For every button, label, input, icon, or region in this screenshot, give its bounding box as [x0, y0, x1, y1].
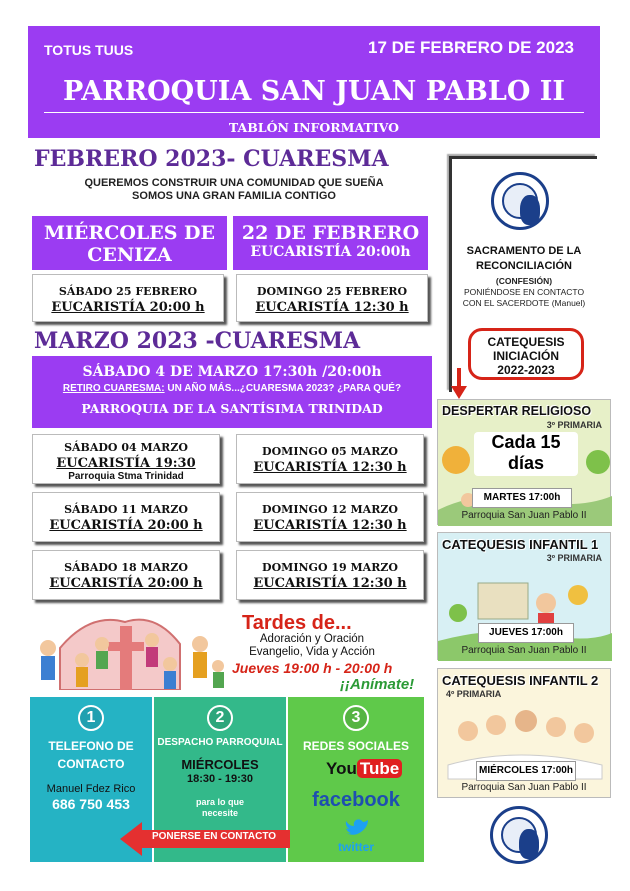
retiro-text: UN AÑO MÁS...¿CUARESMA 2023? ¿PARA QUÉ?: [164, 383, 402, 394]
arrow-down-icon: [451, 368, 467, 400]
event-mass: EUCARISTÍA 12:30 h: [253, 576, 407, 591]
event-card: [32, 274, 224, 322]
contact-name: Manuel Fdez Rico: [46, 783, 136, 795]
panel-number: 3: [343, 705, 369, 731]
tagline-2: SOMOS UNA GRAN FAMILIA CONTIGO: [132, 190, 336, 202]
ceniza-box: [32, 216, 227, 270]
card-parish: Parroquia San Juan Pablo II: [461, 782, 587, 793]
card-day: MARTES 17:00h: [472, 488, 572, 508]
panel-number: 1: [78, 705, 104, 731]
youtube-tube: Tube: [357, 759, 402, 778]
event-mass: EUCARISTÍA 20:00 h: [49, 576, 203, 591]
youtube-you: You: [326, 759, 357, 778]
retiro-box: [32, 356, 432, 428]
youtube-logo[interactable]: [326, 759, 402, 779]
event-card: [236, 550, 424, 600]
page-subtitle: TABLÓN INFORMATIVO: [228, 120, 400, 135]
frequency-1: Cada 15: [491, 432, 561, 452]
reconciliation-note: [449, 276, 599, 309]
seal-ring: [502, 183, 538, 219]
event-day: DOMINGO 05 MARZO: [262, 445, 398, 458]
card-title: CATEQUESIS INFANTIL 1: [442, 537, 599, 552]
tardes-line-2: Evangelio, Vida y Acción: [249, 646, 375, 658]
event-place: Parroquia Stma Trinidad: [68, 471, 184, 482]
event-mass: EUCARISTÍA 20:00 h: [49, 518, 203, 533]
catequesis-line-1: CATEQUESIS: [487, 335, 565, 349]
retiro-date: SÁBADO 4 DE MARZO 17:30h /20:00h: [82, 364, 382, 380]
card-title: CATEQUESIS INFANTIL 2: [442, 673, 599, 688]
event-mass: EUCARISTÍA 12:30 h: [253, 460, 407, 475]
social-title: REDES SOCIALES: [302, 739, 410, 753]
febrero-heading: FEBRERO 2023- CUARESMA: [34, 146, 389, 172]
tardes-title: Tardes de...: [242, 612, 352, 634]
ceniza-time: EUCARISTÍA 20:00h: [250, 244, 411, 260]
brand-text: TOTUS TUUS: [44, 42, 134, 58]
event-day: DOMINGO 19 MARZO: [262, 561, 398, 574]
office-note-1: para lo que: [195, 797, 244, 807]
twitter-text[interactable]: twitter: [338, 840, 374, 854]
event-card: [236, 492, 424, 542]
pope-portrait-icon: [520, 195, 540, 225]
seal-ring: [501, 817, 537, 853]
retiro-place: PARROQUIA DE LA SANTÍSIMA TRINIDAD: [81, 401, 383, 416]
event-card: [32, 434, 220, 484]
catequesis-line-3: 2022-2023: [497, 363, 555, 377]
event-day: DOMINGO 12 MARZO: [262, 503, 398, 516]
event-mass: EUCARISTÍA 19:30: [56, 456, 196, 471]
ceniza-date-box: [233, 216, 428, 270]
header-date: 17 DE FEBRERO DE 2023: [368, 38, 574, 57]
ceniza-date: 22 DE FEBRERO: [241, 222, 420, 244]
card-day: MIÉRCOLES 17:00h: [476, 761, 576, 781]
header-banner: [28, 26, 600, 138]
social-panel: [288, 697, 424, 862]
office-title: DESPACHO PARROQUIAL: [157, 737, 283, 748]
catequesis-card: [437, 399, 611, 525]
ceniza-line-2: CENIZA: [87, 244, 172, 266]
card-grade: 4º PRIMARIA: [446, 689, 502, 699]
page-title: PARROQUIA SAN JUAN PABLO II: [62, 76, 566, 107]
card-grade: 3º PRIMARIA: [546, 553, 602, 563]
pope-portrait-icon: [519, 829, 539, 859]
retiro-line: [32, 383, 432, 394]
event-day: SÁBADO 04 MARZO: [64, 441, 188, 454]
tardes-illustration: [30, 604, 230, 690]
contact-button[interactable]: PONERSE EN CONTACTO: [151, 831, 277, 842]
twitter-bird-icon: [344, 817, 370, 839]
facebook-logo[interactable]: facebook: [312, 789, 400, 811]
event-card: [32, 492, 220, 542]
parish-seal-top: [491, 172, 549, 230]
office-day: MIÉRCOLES: [181, 757, 259, 772]
event-card: [236, 274, 428, 322]
catequesis-line-2: INICIACIÓN: [493, 349, 559, 363]
office-hours: 18:30 - 19:30: [186, 773, 254, 785]
event-mass: EUCARISTÍA 12:30 h: [255, 300, 409, 315]
reconciliation-text: [449, 244, 599, 274]
header-divider: [44, 112, 584, 113]
event-mass: EUCARISTÍA 20:00 h: [51, 300, 205, 315]
tardes-time: Jueves 19:00 h - 20:00 h: [232, 660, 393, 676]
reconc-line-3: (CONFESIÓN): [495, 276, 553, 286]
ceniza-line-1: MIÉRCOLES DE: [44, 222, 215, 244]
catequesis-card: [437, 532, 611, 660]
card-grade: 3º PRIMARIA: [546, 420, 602, 430]
retiro-label: RETIRO CUARESMA:: [62, 383, 165, 394]
event-card: [32, 550, 220, 600]
contact-phone[interactable]: 686 750 453: [52, 796, 130, 812]
catequesis-card: [437, 668, 611, 798]
panel-number: 2: [207, 705, 233, 731]
phone-title: [30, 737, 152, 773]
card-day: JUEVES 17:00h: [478, 623, 574, 643]
phone-title-1: TELEFONO DE: [48, 739, 134, 753]
event-day: SÁBADO 18 MARZO: [64, 561, 188, 574]
tardes-cheer: ¡¡Anímate!: [340, 676, 415, 693]
tagline-1: QUEREMOS CONSTRUIR UNA COMUNIDAD QUE SUEÑA: [84, 177, 384, 189]
reconc-line-5: CON EL SACERDOTE (Manuel): [462, 298, 586, 308]
parish-seal-bottom: [490, 806, 548, 864]
card-parish: Parroquia San Juan Pablo II: [461, 510, 587, 521]
tardes-line-1: Adoración y Oración: [259, 633, 365, 645]
event-card: [236, 434, 424, 484]
frequency-2: días: [507, 453, 545, 473]
card-parish: Parroquia San Juan Pablo II: [461, 645, 587, 656]
event-mass: EUCARISTÍA 12:30 h: [253, 518, 407, 533]
reconc-line-1: SACRAMENTO DE LA: [466, 245, 582, 257]
reconc-line-4: PONIÉNDOSE EN CONTACTO: [463, 287, 585, 297]
catequesis-badge: [468, 328, 584, 380]
office-note: [154, 797, 286, 819]
office-note-2: necesite: [201, 808, 239, 818]
card-title: DESPERTAR RELIGIOSO: [442, 404, 592, 418]
event-day: SÁBADO 11 MARZO: [64, 503, 188, 516]
reconc-line-2: RECONCILIACIÓN: [476, 260, 572, 272]
frequency-box: [474, 432, 578, 476]
phone-title-2: CONTACTO: [57, 757, 125, 771]
marzo-heading: MARZO 2023 -CUARESMA: [34, 328, 361, 354]
event-day: SÁBADO 25 FEBRERO: [58, 285, 198, 298]
event-day: DOMINGO 25 FEBRERO: [256, 285, 408, 298]
